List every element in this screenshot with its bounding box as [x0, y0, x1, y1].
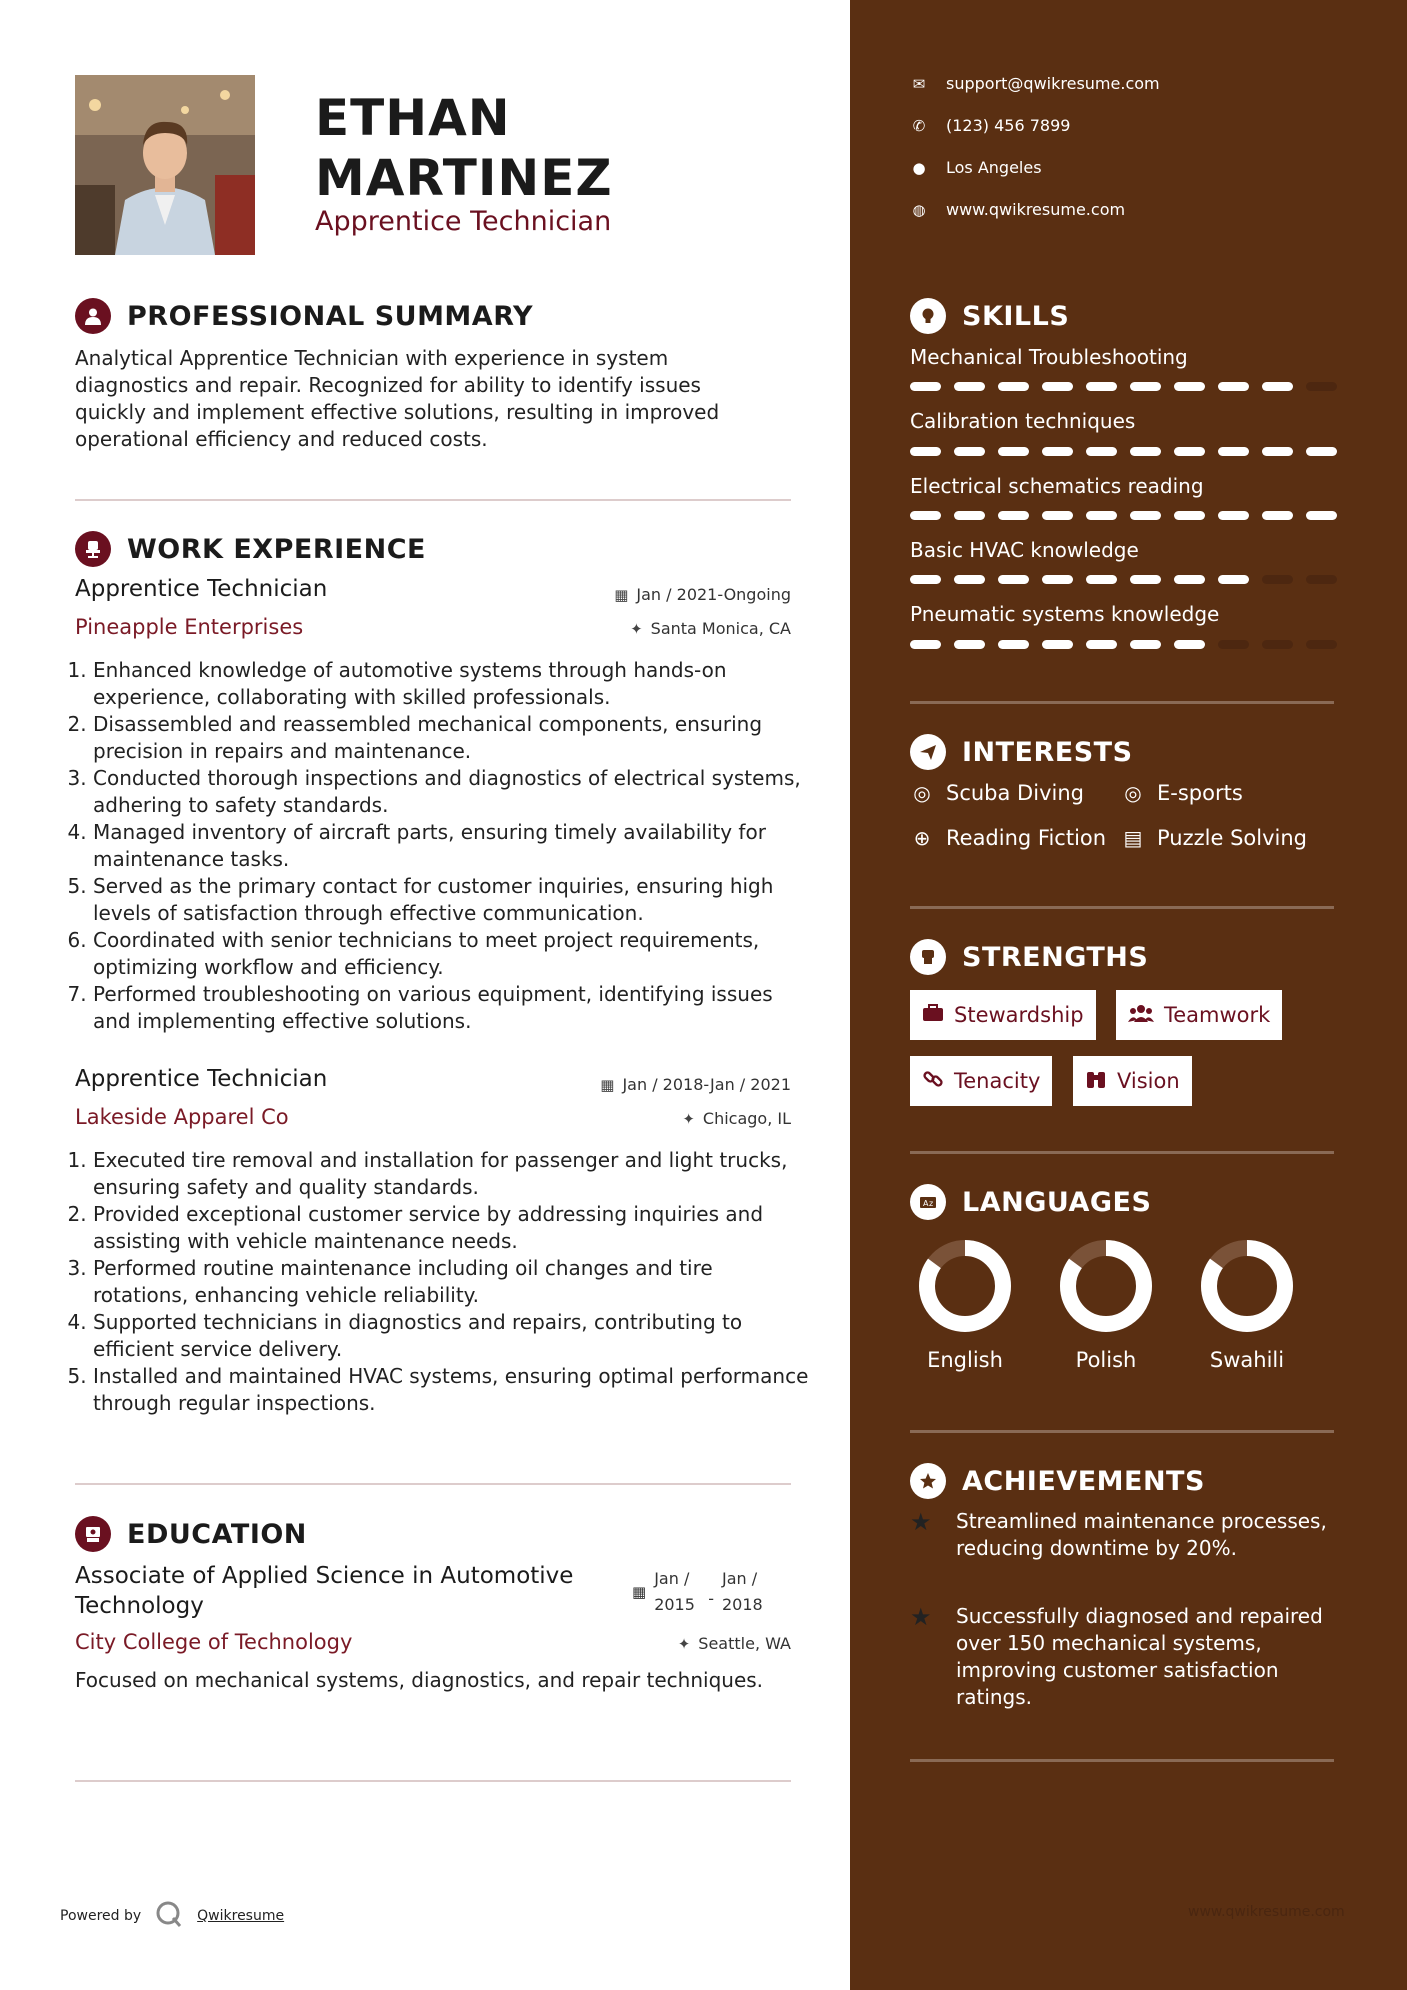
list-item: 7. Performed troubleshooting on various equipment, identifying issues and implementing effective solutions. [93, 981, 813, 1035]
list-item: 4. Managed inventory of aircraft parts, ensuring timely availability for maintenance tasks. [93, 819, 813, 873]
location-icon: ● [912, 158, 926, 177]
interest-item: ◎ Scuba Diving [910, 781, 1084, 805]
skill-dash [1042, 511, 1073, 520]
skill-dash [998, 640, 1029, 649]
interests-heading: INTERESTS [910, 734, 1133, 770]
skill-dash [998, 575, 1029, 584]
strength-tag: Teamwork [1116, 990, 1282, 1040]
interest-item: ⊕ Reading Fiction [910, 826, 1106, 850]
list-item: 5. Served as the primary contact for customer inquiries, ensuring high levels of satisfaction through effective communication. [93, 873, 813, 927]
brand-link[interactable]: Qwikresume [197, 1908, 285, 1924]
skill-dash [1218, 640, 1249, 649]
skill-dash [954, 511, 985, 520]
skill-dash [1262, 382, 1293, 391]
skill-bar [910, 511, 1337, 520]
skill-bar [910, 575, 1337, 584]
education-date: ▦ Jan / 2015 - Jan / 2018 [632, 1569, 763, 1614]
divider [910, 1759, 1334, 1762]
skill-dash [910, 382, 941, 391]
skill-dash [1086, 575, 1117, 584]
profile-photo [75, 75, 255, 255]
skill-dash [1306, 382, 1337, 391]
language-item: Polish [1051, 1236, 1161, 1372]
skill-dash [954, 447, 985, 456]
skill-dash [1086, 447, 1117, 456]
skills-heading: SKILLS [910, 298, 1069, 334]
list-item: 5. Installed and maintained HVAC systems, ensuring optimal performance through regular inspections. [93, 1363, 813, 1417]
chair-icon [75, 531, 111, 567]
pin-icon: ✦ [682, 1109, 695, 1128]
skill-dash [910, 511, 941, 520]
language-item: English [910, 1236, 1020, 1372]
powered-by: Powered by Qwikresume [60, 1900, 284, 1932]
shooting-star-icon: ★ [910, 1603, 932, 1631]
language-ring [915, 1236, 1015, 1336]
footer-url[interactable]: www.qwikresume.com [1188, 1904, 1345, 1920]
pin-icon: ✦ [677, 1634, 691, 1653]
skill-dash [1042, 447, 1073, 456]
list-item: 1. Executed tire removal and installation for passenger and light trucks, ensuring safety and quality standards. [93, 1147, 813, 1201]
link-icon [922, 1068, 944, 1095]
skill-bar [910, 640, 1337, 649]
skill-dash [910, 447, 941, 456]
calendar-icon: ▦ [600, 1075, 615, 1094]
company-name: Lakeside Apparel Co [75, 1105, 289, 1129]
divider [75, 499, 791, 501]
job-date: ▦ Jan / 2021-Ongoing [614, 585, 791, 604]
skill-dash [1174, 511, 1205, 520]
person-name [315, 88, 613, 208]
list-item: 3. Conducted thorough inspections and diagnostics of electrical systems, adhering to safety standards. [93, 765, 813, 819]
graduate-icon [75, 1516, 111, 1552]
user-icon [75, 298, 111, 334]
summary-text: Analytical Apprentice Technician with experience in system diagnostics and repair. Recognized for ability to identify issues quickly and implement effective solutions, resulting in improved operational efficiency and reduced costs. [75, 346, 720, 451]
skill-dash [1130, 511, 1161, 520]
life-ring-icon: ◎ [1124, 781, 1142, 805]
divider [75, 1483, 791, 1485]
skill-dash [1262, 447, 1293, 456]
divider [75, 1780, 791, 1782]
life-ring-icon: ◎ [913, 781, 931, 805]
skill-dash [1262, 640, 1293, 649]
envelope-icon: ✉ [912, 74, 926, 93]
interest-item: ▤ Puzzle Solving [1121, 826, 1307, 850]
education-text: Focused on mechanical systems, diagnostics, and repair techniques. [75, 1668, 764, 1692]
skill-dash [1306, 640, 1337, 649]
skill-dash [1306, 511, 1337, 520]
translate-icon [910, 1184, 946, 1220]
shooting-star-icon: ★ [910, 1508, 932, 1536]
phone-icon: ✆ [912, 116, 926, 135]
skill-dash [1174, 640, 1205, 649]
skill-dash [1042, 575, 1073, 584]
school-name: City College of Technology [75, 1630, 353, 1654]
pin-icon: ✦ [630, 619, 643, 638]
strength-tag: Stewardship [910, 990, 1096, 1040]
first-name: ETHAN [315, 89, 511, 147]
skill-dash [954, 575, 985, 584]
paper-plane-icon [910, 734, 946, 770]
skill-dash [1306, 447, 1337, 456]
skill-dash [1262, 511, 1293, 520]
skill-dash [1174, 575, 1205, 584]
fist-icon [910, 939, 946, 975]
skill-dash [1174, 447, 1205, 456]
skill-dash [998, 511, 1029, 520]
list-item: 1. Enhanced knowledge of automotive systems through hands-on experience, collaborating with skilled professionals. [93, 657, 813, 711]
skill-dash [1130, 575, 1161, 584]
gamepad-icon: ⊕ [913, 826, 931, 850]
divider [910, 1151, 1334, 1154]
summary-heading: PROFESSIONAL SUMMARY [75, 298, 533, 334]
skill-dash [1086, 382, 1117, 391]
divider [910, 701, 1334, 704]
skill-dash [954, 640, 985, 649]
skill-dash [1086, 511, 1117, 520]
divider [910, 1430, 1334, 1433]
contact-phone: ✆ (123) 456 7899 [910, 116, 1070, 135]
skill-bar [910, 382, 1337, 391]
skill-dash [954, 382, 985, 391]
contact-location: ● Los Angeles [910, 158, 1042, 177]
skill-name: Pneumatic systems knowledge [910, 602, 1220, 626]
skill-dash [1218, 382, 1249, 391]
list-item: 4. Supported technicians in diagnostics and repairs, contributing to efficient service delivery. [93, 1309, 813, 1363]
education-heading: EDUCATION [75, 1516, 307, 1552]
job-bullets [75, 1147, 813, 1417]
users-icon [1128, 1003, 1154, 1027]
skill-dash [1218, 511, 1249, 520]
globe-icon: ◍ [912, 200, 926, 219]
briefcase-icon [922, 1003, 944, 1027]
education-location: ✦ Seattle, WA [677, 1634, 791, 1653]
skill-dash [1130, 640, 1161, 649]
calendar-icon: ▦ [614, 585, 629, 604]
job-location: ✦ Chicago, IL [682, 1109, 791, 1128]
skill-name: Electrical schematics reading [910, 474, 1204, 498]
skill-dash [1130, 447, 1161, 456]
skill-dash [1130, 382, 1161, 391]
job-date: ▦ Jan / 2018-Jan / 2021 [600, 1075, 791, 1094]
company-name: Pineapple Enterprises [75, 615, 304, 639]
language-ring [1056, 1236, 1156, 1336]
skill-dash [1042, 382, 1073, 391]
contact-email: ✉ support@qwikresume.com [910, 74, 1160, 93]
list-item: 2. Disassembled and reassembled mechanical components, ensuring precision in repairs and maintenance. [93, 711, 813, 765]
skill-bar [910, 447, 1337, 456]
list-item: 2. Provided exceptional customer service by addressing inquiries and assisting with vehicle maintenance needs. [93, 1201, 813, 1255]
skill-dash [998, 447, 1029, 456]
skill-dash [1174, 382, 1205, 391]
lightbulb-icon [910, 298, 946, 334]
skill-dash [1262, 575, 1293, 584]
skill-dash [1086, 640, 1117, 649]
qwikresume-logo-icon [155, 1900, 183, 1932]
achievement-item: ★ Streamlined maintenance processes, reducing downtime by 20%. [910, 1508, 1327, 1560]
strength-tag: Tenacity [910, 1056, 1052, 1106]
interest-item: ◎ E-sports [1121, 781, 1243, 805]
skill-dash [1218, 575, 1249, 584]
job-bullets [75, 657, 813, 1035]
degree-title: Associate of Applied Science in Automotive Technology [75, 1563, 574, 1619]
list-item: 3. Performed routine maintenance including oil changes and tire rotations, enhancing vehicle reliability. [93, 1255, 813, 1309]
list-item: 6. Coordinated with senior technicians to meet project requirements, optimizing workflow and efficiency. [93, 927, 813, 981]
skill-dash [1218, 447, 1249, 456]
skill-dash [1042, 640, 1073, 649]
achievement-item: ★ Successfully diagnosed and repaired over 150 mechanical systems, improving customer satisfaction ratings. [910, 1603, 1323, 1709]
skill-name: Calibration techniques [910, 409, 1136, 433]
job-title: Apprentice Technician [75, 576, 328, 602]
svg-text:z: z [929, 1199, 934, 1208]
contact-website: ◍ www.qwikresume.com [910, 200, 1125, 219]
languages-heading: A z LANGUAGES [910, 1184, 1151, 1220]
last-name: MARTINEZ [315, 149, 613, 207]
skill-dash [998, 382, 1029, 391]
language-ring [1197, 1236, 1297, 1336]
binoculars-icon [1085, 1069, 1107, 1094]
achievements-heading: ACHIEVEMENTS [910, 1463, 1205, 1499]
skill-dash [910, 640, 941, 649]
strength-tag: Vision [1073, 1056, 1192, 1106]
job-location: ✦ Santa Monica, CA [630, 619, 791, 638]
language-item: Swahili [1192, 1236, 1302, 1372]
book-icon: ▤ [1123, 826, 1143, 850]
skill-dash [910, 575, 941, 584]
skill-dash [1306, 575, 1337, 584]
calendar-icon: ▦ [632, 1583, 647, 1601]
skill-name: Basic HVAC knowledge [910, 538, 1139, 562]
star-icon [910, 1463, 946, 1499]
strengths-heading: STRENGTHS [910, 939, 1148, 975]
divider [910, 906, 1334, 909]
svg-text:A: A [923, 1199, 929, 1208]
skill-name: Mechanical Troubleshooting [910, 345, 1188, 369]
job-title-header: Apprentice Technician [315, 206, 612, 237]
experience-heading: WORK EXPERIENCE [75, 531, 426, 567]
job-title: Apprentice Technician [75, 1066, 328, 1092]
